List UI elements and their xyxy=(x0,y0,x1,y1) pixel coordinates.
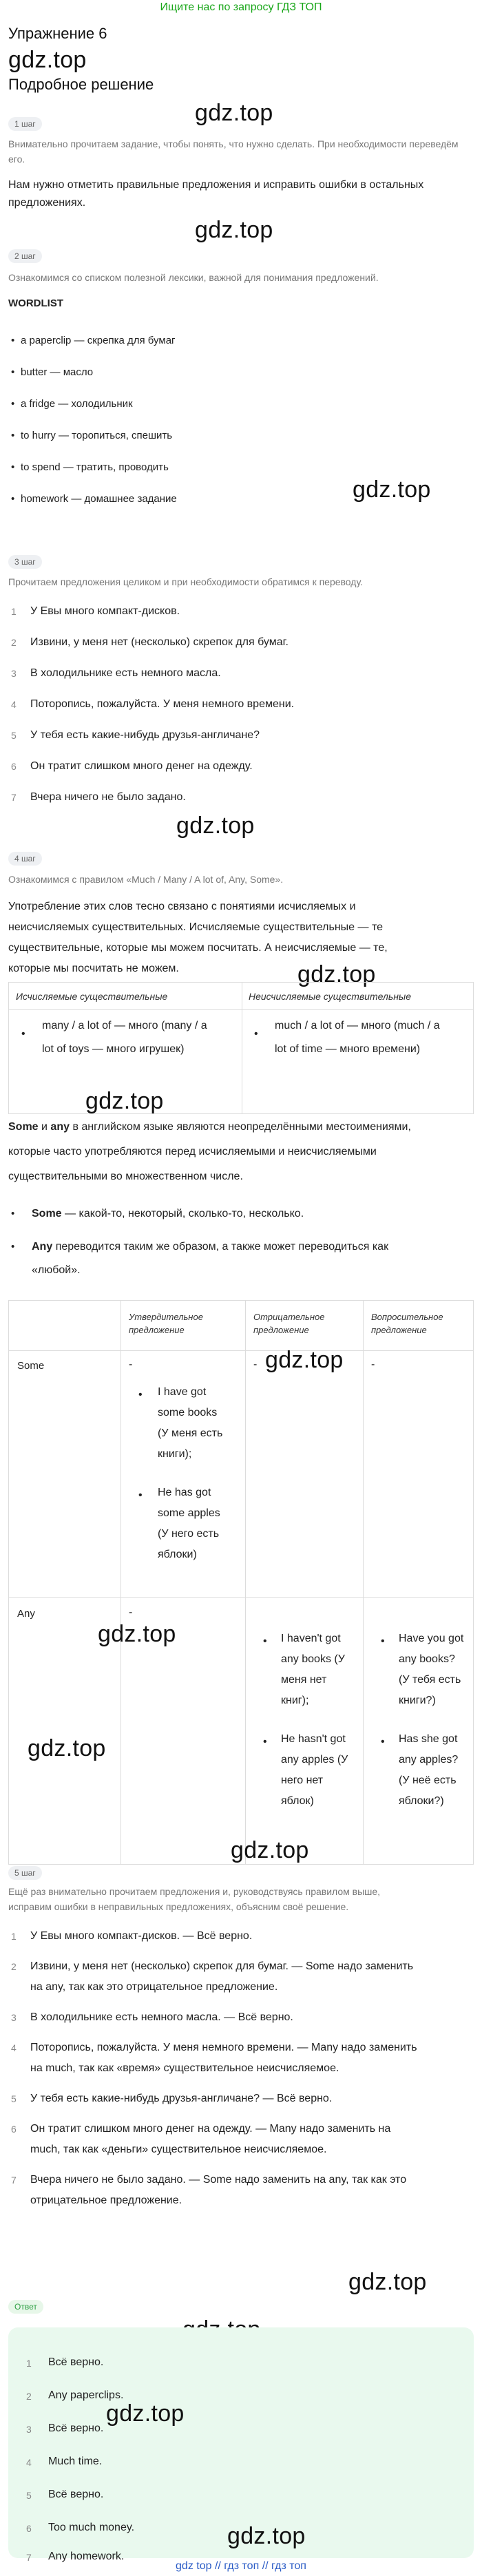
list-item: Он тратит слишком много денег на одежду. — Many надо заменить на much, так как «деньги» существительное неисчисляемое. xyxy=(30,2123,391,2155)
list-item: Поторопись, пожалуйста. У меня немного времени. xyxy=(30,698,295,710)
definition-text: «любой». xyxy=(32,1264,81,1276)
list-item: homework — домашнее задание xyxy=(21,493,177,505)
table-header: Исчисляемые существительные xyxy=(9,983,242,1010)
answer-item: Any homework. xyxy=(48,2551,125,2562)
list-item: a fridge — холодильник xyxy=(21,398,133,410)
answer-item: Всё верно. xyxy=(48,2422,104,2434)
wordlist-heading: WORDLIST xyxy=(8,297,63,309)
watermark: gdz.top xyxy=(176,813,255,839)
example: Have you got any books? (У тебя есть книги?) xyxy=(399,1633,464,1706)
definition-text: — какой-то, некоторый, сколько-то, несколько. xyxy=(65,1208,304,1219)
list-item: butter — масло xyxy=(21,366,94,378)
rule-text: Употребление этих слов тесно связано с понятиями исчисляемых и xyxy=(8,901,356,912)
answer-item: Too much money. xyxy=(48,2522,135,2533)
watermark: gdz.top xyxy=(195,100,273,126)
watermark: gdz.top xyxy=(353,477,431,503)
answer-item: Any paperclips. xyxy=(48,2389,124,2401)
table-cell: many / a lot of — много (many / a xyxy=(42,1020,207,1032)
list-item: Извини, у меня нет (несколько) скрепок для бумаг. — Some надо заменить на any, так как это отрицательное предложение. xyxy=(30,1960,414,1993)
keyword: Any xyxy=(32,1241,53,1253)
some-definition xyxy=(32,1205,472,1223)
example: He has got some apples (У него есть яблоки) xyxy=(158,1487,220,1560)
step-badge: 3 шаг xyxy=(8,555,42,569)
table-header: Отрицательное предложение xyxy=(253,1312,325,1335)
answer-item: Всё верно. xyxy=(48,2356,104,2368)
list-item: Вчера ничего не было задано. xyxy=(30,791,186,803)
watermark: gdz.top xyxy=(8,47,87,73)
keyword: Some xyxy=(8,1121,39,1133)
answer-item: Much time. xyxy=(48,2455,103,2467)
watermark: gdz.top xyxy=(98,1621,176,1647)
list-item: У Евы много компакт-дисков. xyxy=(30,605,180,617)
step-badge: 1 шаг xyxy=(8,117,42,131)
rule-text: которые часто употребляются перед исчисляемыми и неисчисляемыми xyxy=(8,1146,377,1158)
table-cell: lot of toys — много игрушек) xyxy=(42,1043,185,1055)
table-header: Неисчисляемые существительные xyxy=(242,983,473,1010)
watermark: gdz.top xyxy=(106,2400,185,2427)
rule-text: существительные, которые мы можем посчитать. А неисчисляемые — те, xyxy=(8,942,388,954)
answer-badge: Ответ xyxy=(8,2300,43,2314)
step-hint: Ещё раз внимательно прочитаем предложения и, руководствуясь правилом выше, xyxy=(8,1886,381,1897)
keyword: Some xyxy=(32,1208,62,1219)
step-badge: 2 шаг xyxy=(8,249,42,263)
step-badge: 5 шаг xyxy=(8,1866,42,1880)
list-item: В холодильнике есть немного масла. xyxy=(30,667,221,679)
nouns-table: Исчисляемые существительные Неисчисляемые существительные • many / a lot of — много (many / a lot of toys — много игрушек) • much / a lot of — много (much / a lot of time — много времени) xyxy=(8,982,474,1114)
some-any-table: Утвердительное предложение Отрицательное предложение Вопросительное предложение Some - • I have got some books (У меня есть книги); • He has got some apples (У него есть яблоки) - - Any - • I haven't got any books (У меня нет книг); • He hasn't got any apples (У него нет яблок) • Have you got any books? (У тебя есть книги?) • Has she got any apples? (У неё есть яблоки?) xyxy=(8,1300,474,1865)
step-hint: Внимательно прочитаем задание, чтобы понять, что нужно сделать. При необходимости переведём его. xyxy=(8,138,459,165)
step-hint: исправим ошибки в неправильных предложениях, объясним своё решение. xyxy=(8,1901,349,1912)
list-item: У Евы много компакт-дисков. — Всё верно. xyxy=(30,1930,253,1942)
watermark: gdz.top xyxy=(85,1088,164,1114)
list-item: Вчера ничего не было задано. — Some надо заменить на any, так как это отрицательное предложение. xyxy=(30,2174,407,2206)
step-hint: Ознакомимся со списком полезной лексики, важной для понимания предложений. xyxy=(8,272,379,283)
list-item: Поторопись, пожалуйста. У меня немного времени. — Many надо заменить на much, так как «время» существительное неисчисляемое. xyxy=(30,2042,417,2074)
list-item: to spend — тратить, проводить xyxy=(21,461,169,473)
example: He hasn't got any apples (У него нет яблок) xyxy=(281,1733,348,1807)
watermark: gdz.top xyxy=(227,2523,306,2549)
dash: - xyxy=(253,1359,258,1370)
table-header: Утвердительное предложение xyxy=(129,1312,203,1335)
row-label-some: Some xyxy=(17,1360,45,1372)
rule-text: неисчисляемых существительных. Исчисляемые существительные — те xyxy=(8,921,384,933)
example: I haven't got any books (У меня нет книг); xyxy=(281,1633,345,1706)
watermark: gdz.top xyxy=(265,1347,344,1373)
list-item: Он тратит слишком много денег на одежду. xyxy=(30,760,253,772)
list-item: В холодильнике есть немного масла. — Всё верно. xyxy=(30,2011,293,2023)
section-subtitle: Подробное решение xyxy=(8,76,154,93)
table-cell: lot of time — много времени) xyxy=(275,1043,421,1055)
rule-text: существительными во множественном числе. xyxy=(8,1171,243,1182)
watermark: gdz.top xyxy=(297,961,376,987)
rule-text-line: в английском языке являются неопределёнными местоимениями, xyxy=(72,1121,411,1133)
table-header: Вопросительное предложение xyxy=(371,1312,443,1335)
definition-text: переводится таким же образом, а также может переводиться как xyxy=(55,1241,389,1253)
example: I have got some books (У меня есть книги); xyxy=(158,1386,223,1460)
step-hint: Прочитаем предложения целиком и при необходимости обратимся к переводу. xyxy=(8,576,363,587)
watermark: gdz.top xyxy=(231,1837,309,1863)
answer-box: 1 Всё верно. 2 Any paperclips. 3 Всё верно. 4 Much time. 5 Всё верно. 6 Too much money. 7 Any homework. xyxy=(8,2327,474,2558)
row-label-any: Any xyxy=(17,1608,35,1620)
step-hint: Ознакомимся с правилом «Much / Many / A lot of, Any, Some». xyxy=(8,874,284,885)
table-cell: much / a lot of — много (much / a xyxy=(275,1020,440,1032)
example: Has she got any apples? (У неё есть яблоки?) xyxy=(399,1733,459,1807)
list-item: У тебя есть какие-нибудь друзья-англичане? — Всё верно. xyxy=(30,2093,333,2104)
dash: - xyxy=(129,1606,133,1618)
rule-text xyxy=(8,1118,474,1136)
watermark: gdz.top xyxy=(348,2269,427,2295)
conjunction: и xyxy=(41,1121,48,1133)
rule-text: которые мы посчитать не можем. xyxy=(8,963,179,974)
footer-links[interactable]: gdz top // гдз топ // гдз топ xyxy=(176,2560,306,2572)
list-item: Извини, у меня нет (несколько) скрепок для бумаг. xyxy=(30,636,289,648)
list-item: a paperclip — скрепка для бумаг xyxy=(21,335,176,346)
any-definition xyxy=(32,1238,472,1256)
keyword: any xyxy=(50,1121,70,1133)
dash: - xyxy=(129,1359,133,1370)
step-text: Нам нужно отметить правильные предложения и исправить ошибки в остальных предложениях. xyxy=(8,179,424,209)
watermark: gdz.top xyxy=(28,1735,106,1761)
search-banner[interactable]: Ищите нас по запросу ГДЗ ТОП xyxy=(160,1,322,13)
answer-item: Всё верно. xyxy=(48,2489,104,2500)
watermark: gdz.top xyxy=(195,217,273,243)
list-item: to hurry — торопиться, спешить xyxy=(21,430,173,441)
dash: - xyxy=(371,1359,375,1370)
list-item: У тебя есть какие-нибудь друзья-англичане? xyxy=(30,729,260,741)
step-badge: 4 шаг xyxy=(8,852,42,866)
page-title: Упражнение 6 xyxy=(8,25,107,42)
